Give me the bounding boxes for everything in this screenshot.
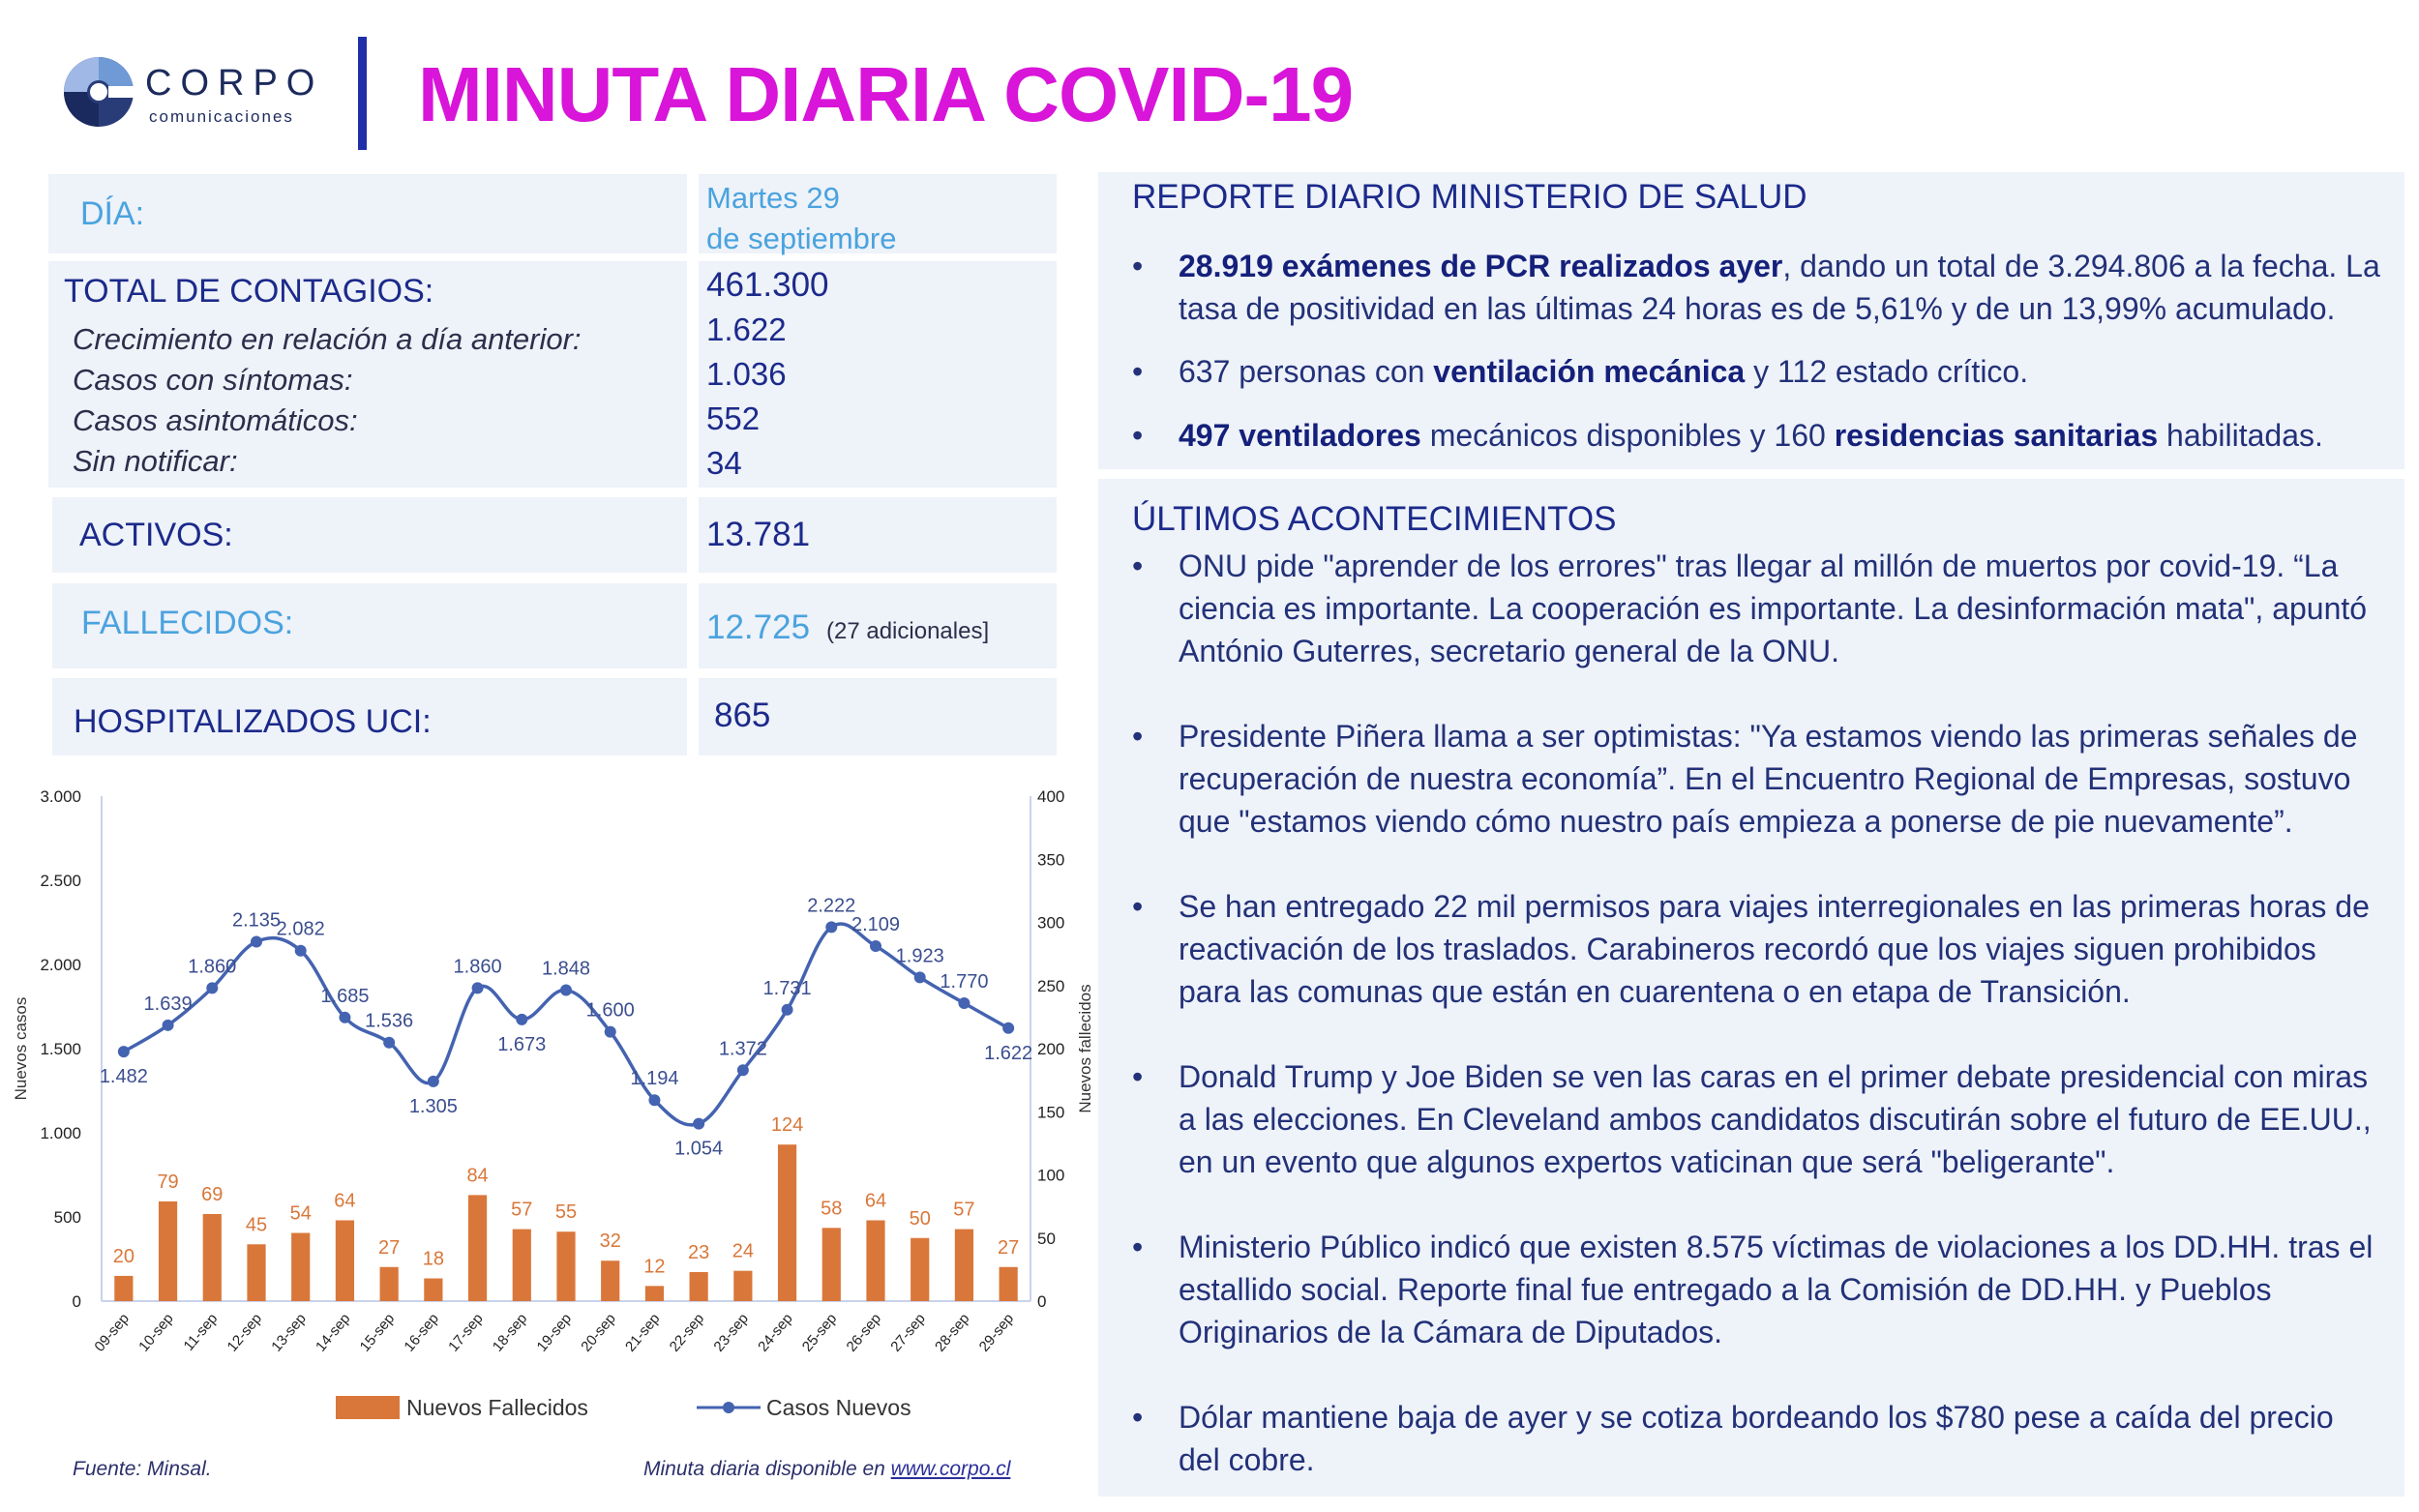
bar-data-label: 57 (511, 1199, 533, 1221)
bar-nuevos-fallecidos (645, 1286, 664, 1301)
x-tick-label: 28-sep (931, 1310, 973, 1355)
bar-nuevos-fallecidos (822, 1228, 841, 1301)
right-tick-label: 150 (1037, 1103, 1065, 1122)
bar-nuevos-fallecidos (114, 1276, 133, 1301)
news-item (1132, 1396, 2380, 1481)
x-tick-label: 12-sep (224, 1310, 266, 1355)
x-tick-label: 10-sep (135, 1310, 177, 1355)
covid-chart (0, 774, 1094, 1509)
uci-label-cell (52, 678, 687, 756)
logo-wordmark: CORPO (145, 63, 324, 104)
line-data-label: 1.054 (674, 1138, 724, 1160)
x-tick-label: 13-sep (268, 1310, 310, 1355)
sub-label-sin-notificar: Sin notificar: (73, 444, 238, 478)
bullet-dot: • (1132, 418, 1144, 453)
fallecidos-value: 12.725 (706, 608, 811, 646)
bar-data-label: 45 (245, 1214, 268, 1236)
news-panel (1098, 479, 2404, 1497)
line-data-label: 1.731 (762, 977, 812, 999)
bar-nuevos-fallecidos (513, 1230, 531, 1301)
uci-value-cell (699, 678, 1057, 756)
line-point-casos-nuevos (870, 940, 881, 952)
activos-label-cell (52, 497, 687, 573)
contagios-value: 461.300 (706, 266, 829, 304)
sub-label-crecimiento: Crecimiento en relación a día anterior: (73, 322, 582, 356)
bullet-dot: • (1132, 548, 1144, 583)
line-data-label: 1.194 (630, 1068, 679, 1090)
line-point-casos-nuevos (163, 1020, 174, 1031)
news-title: ÚLTIMOS ACONTECIMIENTOS (1132, 500, 1617, 538)
fallecidos-label: FALLECIDOS: (81, 605, 294, 641)
line-data-label: 1.482 (99, 1066, 148, 1088)
line-point-casos-nuevos (472, 982, 484, 993)
x-tick-label: 23-sep (710, 1310, 752, 1355)
x-tick-label: 15-sep (356, 1310, 399, 1355)
news-item (1132, 545, 2380, 672)
news-item (1132, 1226, 2380, 1353)
left-tick-label: 500 (53, 1208, 81, 1227)
line-data-label: 1.622 (984, 1042, 1033, 1064)
news-item (1132, 715, 2380, 843)
left-tick-label: 3.000 (40, 787, 81, 806)
logo-subtitle: comunicaciones (149, 107, 294, 126)
news-item-text: Presidente Piñera llama a ser optimistas: "Ya estamos viendo las primeras señales de recuperación de nuestra economía”. En el Encuentro Regional de Empresas, sostuvo que "estamos viendo cómo nuestro país empieza a ponerse de pie nuevamente”. (1179, 719, 2358, 839)
line-point-casos-nuevos (693, 1118, 704, 1130)
contagios-value-cell (699, 261, 1057, 488)
ventiladores-text-b: habilitadas. (2158, 418, 2323, 453)
bar-nuevos-fallecidos (955, 1230, 973, 1301)
line-data-label: 1.770 (940, 971, 989, 993)
bar-nuevos-fallecidos (159, 1201, 177, 1301)
right-tick-label: 200 (1037, 1040, 1065, 1058)
line-point-casos-nuevos (782, 1004, 793, 1016)
minuta-note (643, 1458, 1010, 1481)
x-tick-label: 26-sep (843, 1310, 885, 1355)
line-point-casos-nuevos (825, 921, 837, 933)
dia-label-cell (48, 174, 687, 253)
page-title: MINUTA DIARIA COVID-19 (418, 51, 1354, 137)
minuta-text: Minuta diaria disponible en (643, 1458, 891, 1480)
bar-data-label: 58 (821, 1198, 843, 1220)
bar-nuevos-fallecidos (866, 1220, 884, 1301)
bar-data-label: 12 (643, 1256, 666, 1278)
x-tick-label: 25-sep (798, 1310, 841, 1355)
dia-value-cell (699, 174, 1057, 253)
minuta-link[interactable]: www.corpo.cl (890, 1458, 1011, 1480)
line-data-label: 1.600 (585, 999, 635, 1022)
activos-label: ACTIVOS: (79, 517, 233, 553)
ventilacion-bold: ventilación mecánica (1433, 354, 1746, 389)
line-data-label: 1.685 (320, 985, 370, 1007)
legend-label-casos: Casos Nuevos (766, 1395, 911, 1420)
activos-value: 13.781 (706, 516, 811, 553)
line-point-casos-nuevos (428, 1076, 439, 1087)
fallecidos-label-cell (52, 583, 687, 668)
line-data-label: 2.135 (231, 909, 282, 932)
fallecidos-value-cell (699, 583, 1057, 668)
line-point-casos-nuevos (516, 1014, 527, 1025)
fallecidos-extra: (27 adicionales] (826, 618, 990, 644)
sub-value-sin-notificar: 34 (706, 445, 742, 481)
bar-data-label: 84 (466, 1165, 489, 1187)
bar-data-label: 20 (112, 1245, 134, 1267)
bar-data-label: 55 (554, 1201, 578, 1224)
left-axis-title: Nuevos casos (12, 996, 30, 1101)
sub-value-sintomas: 1.036 (706, 356, 787, 392)
right-axis-title: Nuevos fallecidos (1076, 984, 1094, 1113)
dia-value-line1: Martes 29 (706, 181, 840, 215)
bar-data-label: 57 (953, 1199, 975, 1221)
right-tick-label: 50 (1037, 1229, 1056, 1248)
bar-nuevos-fallecidos (1000, 1267, 1018, 1301)
x-tick-label: 16-sep (401, 1310, 442, 1355)
news-item-text: ONU pide "aprender de los errores" tras llegar al millón de muertos por covid-19. “La ciencia es importante. La cooperación es importante. La desinformación mata", apuntó António Guterres, secretario general de la ONU. (1179, 548, 2368, 668)
sub-value-asintomaticos: 552 (706, 400, 761, 436)
bar-data-label: 54 (289, 1202, 312, 1225)
x-tick-label: 22-sep (666, 1310, 708, 1355)
left-tick-label: 1.000 (40, 1124, 81, 1142)
sub-label-sintomas: Casos con síntomas: (73, 363, 353, 397)
line-point-casos-nuevos (560, 984, 572, 995)
pcr-bold: 28.919 exámenes de PCR realizados ayer (1179, 249, 1783, 283)
ventiladores-bold: 497 ventiladores (1179, 418, 1421, 453)
right-tick-label: 0 (1037, 1292, 1047, 1311)
bar-nuevos-fallecidos (468, 1195, 487, 1301)
right-tick-label: 100 (1037, 1166, 1065, 1185)
corpo-logo (60, 53, 331, 140)
contagios-values (706, 263, 829, 486)
corpo-logo-icon (60, 53, 137, 131)
line-point-casos-nuevos (339, 1012, 350, 1023)
line-data-label: 1.372 (718, 1038, 767, 1060)
source-note: Fuente: Minsal. (73, 1458, 212, 1480)
right-tick-label: 350 (1037, 850, 1065, 870)
x-tick-label: 21-sep (621, 1310, 664, 1355)
report-title: REPORTE DIARIO MINISTERIO DE SALUD (1132, 178, 1807, 216)
x-tick-label: 14-sep (312, 1310, 354, 1355)
ventilacion-text-b: y 112 estado crítico. (1745, 354, 2029, 389)
line-data-label: 1.860 (188, 956, 237, 978)
activos-value-cell (699, 497, 1057, 573)
line-data-label: 1.860 (453, 956, 502, 978)
line-data-label: 2.082 (276, 918, 325, 940)
news-item-text: Se han entregado 22 mil permisos para viajes interregionales en las primeras horas de reactivación de los traslados. Carabineros recordó que los viajes siguen prohibidos para las comunas que están en cuarentena o en etapa de Transición. (1179, 889, 2370, 1009)
x-tick-label: 20-sep (578, 1310, 619, 1355)
x-tick-label: 17-sep (445, 1310, 487, 1355)
bullet-dot: • (1132, 1059, 1144, 1094)
news-item-text: Ministerio Público indicó que existen 8.575 víctimas de violaciones a los DD.HH. tras el estallido social. Reporte final fue entregado a la Comisión de DD.HH. y Pueblos Originarios de la Cámara de Diputados. (1179, 1230, 2374, 1349)
dia-value-line2: de septiembre (706, 222, 897, 255)
news-item (1132, 885, 2380, 1013)
bar-nuevos-fallecidos (601, 1260, 619, 1301)
x-tick-label: 19-sep (533, 1310, 576, 1355)
line-data-label: 1.848 (541, 958, 591, 980)
bullet-dot: • (1132, 249, 1144, 283)
line-point-casos-nuevos (605, 1026, 616, 1038)
line-point-casos-nuevos (1002, 1023, 1014, 1034)
bar-nuevos-fallecidos (336, 1220, 354, 1301)
legend-swatch-point (723, 1402, 734, 1413)
line-point-casos-nuevos (737, 1064, 749, 1076)
bullet-dot: • (1132, 354, 1144, 389)
line-point-casos-nuevos (914, 971, 926, 983)
news-item-text: Dólar mantiene baja de ayer y se cotiza bordeando los $780 pese a caída del precio del cobre. (1179, 1400, 2334, 1477)
line-point-casos-nuevos (251, 936, 262, 948)
bar-data-label: 23 (688, 1241, 710, 1263)
contagios-sub-labels (73, 319, 582, 482)
header-divider (358, 37, 367, 150)
x-tick-label: 29-sep (975, 1310, 1018, 1355)
left-tick-label: 1.500 (40, 1040, 81, 1058)
residencias-bold: residencias sanitarias (1834, 418, 2159, 453)
right-tick-label: 250 (1037, 976, 1065, 995)
bullet-dot: • (1132, 719, 1144, 754)
bar-data-label: 50 (909, 1207, 931, 1230)
right-tick-label: 400 (1037, 787, 1065, 806)
x-tick-label: 18-sep (489, 1310, 531, 1355)
line-point-casos-nuevos (958, 997, 970, 1009)
x-tick-label: 27-sep (887, 1310, 929, 1355)
dia-value (706, 178, 896, 259)
line-point-casos-nuevos (648, 1094, 660, 1106)
line-data-label: 2.222 (807, 895, 856, 917)
contagios-label: TOTAL DE CONTAGIOS: (64, 273, 434, 310)
left-tick-label: 2.500 (40, 872, 81, 890)
line-point-casos-nuevos (383, 1037, 395, 1049)
bar-data-label: 79 (157, 1171, 179, 1193)
line-data-label: 1.536 (365, 1010, 414, 1032)
dia-label: DÍA: (80, 195, 145, 232)
uci-value: 865 (714, 697, 771, 734)
right-tick-label: 300 (1037, 913, 1065, 933)
line-data-label: 1.639 (143, 993, 193, 1015)
bar-nuevos-fallecidos (203, 1214, 222, 1301)
line-data-label: 1.673 (497, 1033, 547, 1055)
sub-value-crecimiento: 1.622 (706, 311, 787, 347)
line-point-casos-nuevos (295, 945, 307, 957)
bar-data-label: 64 (864, 1190, 887, 1212)
report-panel (1098, 172, 2404, 469)
bar-nuevos-fallecidos (291, 1233, 310, 1301)
legend-label-fallecidos: Nuevos Fallecidos (406, 1395, 588, 1420)
bullet-dot: • (1132, 889, 1144, 924)
legend-swatch-bar (336, 1396, 400, 1419)
line-point-casos-nuevos (118, 1046, 130, 1057)
contagios-label-cell (48, 261, 687, 488)
left-tick-label: 2.000 (40, 956, 81, 974)
bullet-dot: • (1132, 1400, 1144, 1435)
bar-data-label: 69 (201, 1183, 224, 1205)
line-data-label: 1.923 (895, 945, 944, 967)
left-tick-label: 0 (72, 1292, 81, 1311)
line-point-casos-nuevos (206, 982, 218, 993)
bar-data-label: 124 (770, 1114, 804, 1137)
bar-nuevos-fallecidos (424, 1279, 442, 1301)
bar-data-label: 64 (334, 1190, 356, 1212)
news-item (1132, 1055, 2380, 1183)
bar-data-label: 32 (599, 1230, 621, 1253)
bar-nuevos-fallecidos (556, 1231, 575, 1301)
x-tick-label: 09-sep (91, 1310, 133, 1355)
bar-nuevos-fallecidos (733, 1271, 752, 1301)
bar-nuevos-fallecidos (380, 1267, 399, 1301)
x-tick-label: 11-sep (180, 1310, 222, 1354)
bar-data-label: 27 (998, 1236, 1020, 1259)
bar-data-label: 18 (422, 1248, 444, 1270)
bar-nuevos-fallecidos (778, 1144, 796, 1301)
pcr-rest: , dando un total de 3.294.806 a la fecha. La tasa de positividad en las últimas 24 horas es de 5,61% y de un 13,99% acumulado. (1179, 249, 2380, 326)
line-casos-nuevos (124, 924, 1008, 1125)
news-item-text: Donald Trump y Joe Biden se ven las caras en el primer debate presidencial con miras a las elecciones. En Cleveland ambos candidatos discutirán sobre el futuro de EE.UU., en un evento que algunos expertos vaticinan que será "beligerante". (1179, 1059, 2372, 1179)
report-bullet-pcr (1132, 245, 2380, 330)
line-data-label: 2.109 (851, 914, 901, 936)
x-tick-label: 24-sep (755, 1310, 796, 1355)
bullet-dot: • (1132, 1230, 1144, 1264)
bar-nuevos-fallecidos (690, 1272, 708, 1301)
ventilacion-text-a: 637 personas con (1179, 354, 1434, 389)
bar-nuevos-fallecidos (247, 1244, 265, 1301)
uci-label: HOSPITALIZADOS UCI: (74, 703, 432, 740)
report-bullet-ventilacion (1132, 350, 2380, 393)
ventiladores-text-a: mecánicos disponibles y 160 (1420, 418, 1835, 453)
sub-label-asintomaticos: Casos asintomáticos: (73, 403, 358, 437)
report-bullet-ventiladores (1132, 414, 2380, 457)
line-data-label: 1.305 (408, 1095, 458, 1117)
bar-nuevos-fallecidos (911, 1238, 929, 1301)
bar-data-label: 27 (378, 1236, 401, 1259)
bar-data-label: 24 (732, 1240, 754, 1262)
